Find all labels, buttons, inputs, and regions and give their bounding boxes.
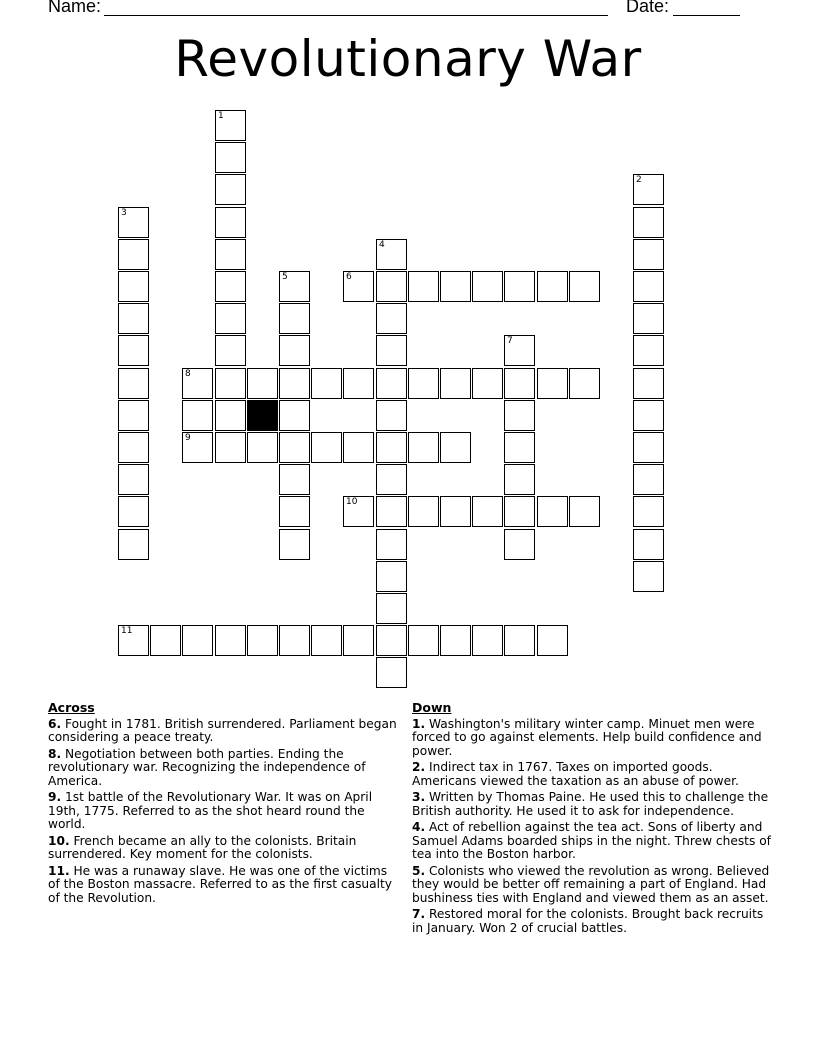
grid-cell[interactable] (279, 432, 310, 463)
grid-cell[interactable] (215, 174, 246, 205)
down-clue (412, 821, 774, 862)
grid-cell[interactable] (182, 368, 213, 399)
grid-cell[interactable] (440, 368, 471, 399)
clue-number: 2 (636, 175, 642, 185)
grid-cell[interactable] (569, 496, 600, 527)
down-clue (412, 865, 774, 906)
grid-cell[interactable] (215, 400, 246, 431)
grid-cell[interactable] (279, 464, 310, 495)
clue-text: He was a runaway slave. He was one of the victims of the Boston massacre. Referred to as the first casualty of the Revolution. (48, 863, 393, 905)
clue-number-label: 3. (412, 790, 426, 804)
across-heading: Across (48, 700, 95, 715)
across-clue (48, 748, 398, 789)
grid-cell[interactable] (311, 432, 342, 463)
grid-cell[interactable] (182, 400, 213, 431)
clue-text: Negotiation between both parties. Ending the revolutionary war. Recognizing the independence of America. (48, 746, 366, 788)
grid-cell[interactable] (118, 464, 149, 495)
grid-cell[interactable] (633, 271, 664, 302)
clue-number-label: 2. (412, 760, 426, 774)
grid-cell[interactable] (633, 239, 664, 270)
grid-cell[interactable] (633, 529, 664, 560)
grid-cell[interactable] (118, 432, 149, 463)
clue-text: Colonists who viewed the revolution as wrong. Believed they would be better off remaining a part of England. Had bushiness ties with England and viewed them as an asset. (412, 863, 770, 905)
grid-cell[interactable] (376, 496, 407, 527)
grid-cell[interactable] (343, 368, 374, 399)
clue-text: Restored moral for the colonists. Brought back recruits in January. Won 2 of crucial battles. (412, 907, 764, 935)
date-label: Date: (626, 0, 670, 16)
down-clue (412, 908, 774, 935)
grid-cell[interactable] (279, 271, 310, 302)
grid-cell[interactable] (215, 368, 246, 399)
clue-text: Act of rebellion against the tea act. Sons of liberty and Samuel Adams boarded ships in the night. Threw chests of tea into the Boston harbor. (412, 820, 771, 861)
grid-cell[interactable] (343, 625, 374, 656)
clue-number-label: 5. (412, 863, 426, 878)
grid-cell[interactable] (376, 400, 407, 431)
clue-text: Fought in 1781. British surrendered. Parliament began considering a peace treaty. (48, 716, 397, 744)
grid-cell[interactable] (118, 496, 149, 527)
grid-cell[interactable] (118, 239, 149, 270)
down-clues (412, 701, 774, 938)
grid-cell[interactable] (537, 271, 568, 302)
grid-cell[interactable] (279, 529, 310, 560)
grid-cell[interactable] (504, 464, 535, 495)
grid-cell[interactable] (215, 625, 246, 656)
down-clue (412, 718, 774, 759)
grid-cell[interactable] (504, 271, 535, 302)
grid-cell[interactable] (279, 496, 310, 527)
name-label: Name: (48, 0, 102, 16)
grid-cell[interactable] (376, 561, 407, 592)
grid-cell[interactable] (118, 368, 149, 399)
grid-cell[interactable] (472, 625, 503, 656)
grid-cell[interactable] (215, 207, 246, 238)
grid-cell[interactable] (408, 625, 439, 656)
grid-cell[interactable] (504, 368, 535, 399)
grid-cell[interactable] (569, 271, 600, 302)
clue-number-label: 10. (48, 833, 70, 848)
grid-cell[interactable] (472, 368, 503, 399)
grid-cell[interactable] (215, 335, 246, 366)
grid-cell[interactable] (215, 142, 246, 173)
grid-cell[interactable] (118, 529, 149, 560)
grid-cell[interactable] (376, 625, 407, 656)
clue-number: 4 (379, 240, 385, 250)
across-clue (48, 865, 398, 906)
clue-text: Washington's military winter camp. Minuet men were forced to go against elements. Help build confidence and power. (412, 716, 762, 758)
page-title: Revolutionary War (174, 30, 642, 88)
clue-number-label: 8. (48, 746, 62, 761)
grid-cell[interactable] (408, 496, 439, 527)
grid-cell[interactable] (118, 303, 149, 334)
clue-text: Indirect tax in 1767. Taxes on imported goods. Americans viewed the taxation as an abuse of power. (412, 760, 739, 788)
grid-cell[interactable] (343, 432, 374, 463)
clue-text: French became an ally to the colonists. Britain surrendered. Key moment for the colonists. (48, 833, 357, 861)
grid-cell[interactable] (504, 529, 535, 560)
grid-cell[interactable] (440, 432, 471, 463)
grid-cell[interactable] (376, 529, 407, 560)
clue-number-label: 9. (48, 790, 62, 804)
grid-cell[interactable] (408, 432, 439, 463)
grid-cell[interactable] (279, 368, 310, 399)
grid-cell[interactable] (537, 368, 568, 399)
grid-cell[interactable] (376, 239, 407, 270)
grid-cell[interactable] (504, 432, 535, 463)
grid-cell[interactable] (440, 496, 471, 527)
clue-text: 1st battle of the Revolutionary War. It was on April 19th, 1775. Referred to as the shot heard round the world. (48, 790, 373, 831)
grid-cell[interactable] (633, 561, 664, 592)
grid-cell[interactable] (504, 496, 535, 527)
grid-cell[interactable] (633, 496, 664, 527)
grid-cell[interactable] (504, 335, 535, 366)
grid-cell[interactable] (182, 625, 213, 656)
grid-cell[interactable] (472, 271, 503, 302)
grid-cell[interactable] (633, 335, 664, 366)
grid-cell[interactable] (633, 464, 664, 495)
grid-cell[interactable] (311, 625, 342, 656)
grid-cell[interactable] (633, 174, 664, 205)
grid-cell[interactable] (504, 625, 535, 656)
grid-cell[interactable] (279, 303, 310, 334)
grid-cell[interactable] (472, 496, 503, 527)
clue-text: Written by Thomas Paine. He used this to challenge the British authority. He used it to ask for independence. (412, 790, 769, 818)
grid-cell[interactable] (247, 625, 278, 656)
grid-cell[interactable] (633, 432, 664, 463)
grid-cell[interactable] (376, 303, 407, 334)
grid-cell[interactable] (537, 496, 568, 527)
grid-cell[interactable] (343, 271, 374, 302)
grid-cell[interactable] (376, 335, 407, 366)
grid-cell[interactable] (118, 335, 149, 366)
clue-number: 11 (121, 626, 133, 636)
grid-cell[interactable] (408, 368, 439, 399)
grid-cell[interactable] (215, 239, 246, 270)
clue-number: 10 (346, 497, 358, 507)
grid-cell[interactable] (633, 368, 664, 399)
grid-cell[interactable] (376, 271, 407, 302)
clue-number-label: 6. (48, 716, 62, 731)
grid-cell[interactable] (343, 496, 374, 527)
grid-cell[interactable] (118, 271, 149, 302)
grid-cell[interactable] (279, 400, 310, 431)
clue-number: 6 (346, 272, 352, 282)
grid-cell[interactable] (408, 271, 439, 302)
across-clue (48, 835, 398, 862)
grid-cell[interactable] (376, 432, 407, 463)
grid-cell[interactable] (311, 368, 342, 399)
grid-cell[interactable] (440, 625, 471, 656)
grid-cell[interactable] (118, 207, 149, 238)
grid-cell[interactable] (376, 593, 407, 624)
grid-cell[interactable] (440, 271, 471, 302)
grid-cell[interactable] (633, 207, 664, 238)
grid-cell[interactable] (376, 657, 407, 688)
grid-cell[interactable] (118, 400, 149, 431)
grid-cell[interactable] (376, 464, 407, 495)
grid-cell[interactable] (150, 625, 181, 656)
grid-cell[interactable] (118, 625, 149, 656)
grid-cell[interactable] (247, 432, 278, 463)
grid-cell[interactable] (215, 303, 246, 334)
clue-number: 9 (185, 433, 191, 443)
clue-number-label: 4. (412, 820, 426, 834)
across-clue (48, 791, 398, 832)
grid-cell[interactable] (569, 368, 600, 399)
grid-cell[interactable] (633, 400, 664, 431)
clue-number: 3 (121, 208, 127, 218)
clue-number: 7 (507, 336, 513, 346)
grid-cell[interactable] (247, 368, 278, 399)
grid-cell[interactable] (215, 271, 246, 302)
across-clues (48, 701, 398, 908)
down-heading: Down (412, 700, 452, 715)
grid-cell[interactable] (279, 625, 310, 656)
across-clue (48, 718, 398, 745)
clue-number: 5 (282, 272, 288, 282)
down-clue (412, 791, 774, 818)
down-clue (412, 761, 774, 788)
grid-cell[interactable] (376, 368, 407, 399)
grid-cell[interactable] (537, 625, 568, 656)
clue-number-label: 7. (412, 907, 426, 921)
grid-cell[interactable] (633, 303, 664, 334)
clue-number: 8 (185, 369, 191, 379)
clue-number: 1 (218, 111, 224, 121)
grid-cell[interactable] (504, 400, 535, 431)
grid-cell[interactable] (182, 432, 213, 463)
grid-cell[interactable] (279, 335, 310, 366)
clue-number-label: 1. (412, 716, 426, 731)
grid-cell[interactable] (215, 432, 246, 463)
grid-cell[interactable] (215, 110, 246, 141)
clue-number-label: 11. (48, 863, 70, 878)
grid-black-cell (247, 400, 278, 431)
